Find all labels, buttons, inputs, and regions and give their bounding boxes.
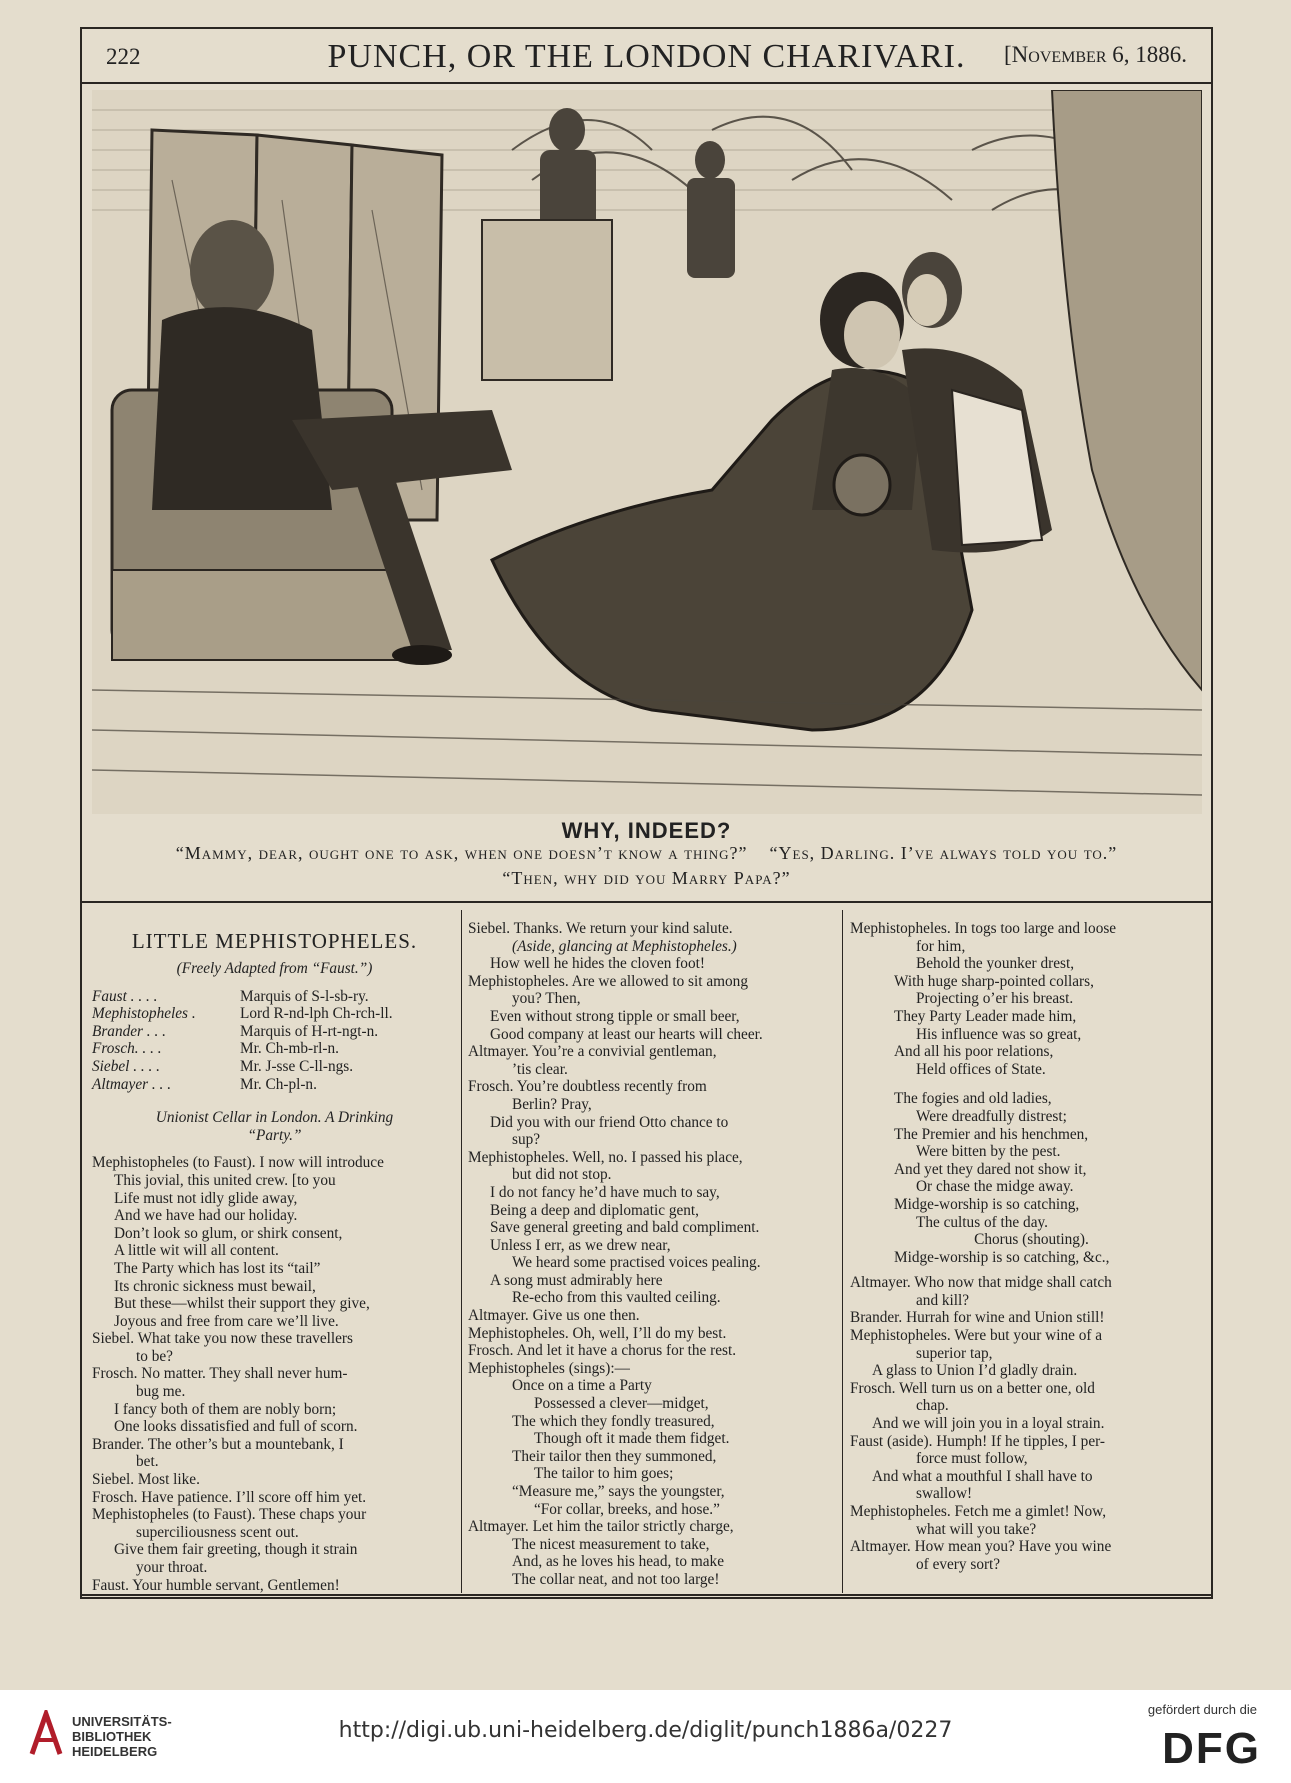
verse-line: They Party Leader made him, [894, 1007, 1077, 1025]
verse-line: for him, [916, 937, 966, 955]
verse-line: ’tis clear. [512, 1060, 568, 1078]
verse-line: Once on a time a Party [512, 1377, 652, 1395]
verse-line: chap. [916, 1397, 949, 1415]
verse-line: The fogies and old ladies, [894, 1090, 1052, 1108]
verse-line: to be? [136, 1347, 173, 1365]
verse-line: Midge-worship is so catching, [894, 1195, 1080, 1213]
verse-line: and kill? [916, 1291, 970, 1309]
verse-line: superciliousness scent out. [136, 1523, 299, 1541]
cartoon-illustration [92, 90, 1202, 814]
verse-line: I do not fancy he’d have much to say, [490, 1183, 720, 1201]
verse-line: And we will join you in a loyal strain. [872, 1415, 1105, 1433]
verse-line: you? Then, [512, 990, 581, 1008]
cast-list [92, 988, 457, 1094]
verse-line: Save general greeting and bald compliment. [490, 1219, 760, 1237]
verse-line: Re-echo from this vaulted ceiling. [512, 1289, 721, 1307]
verse-line: The Premier and his henchmen, [894, 1125, 1089, 1143]
verse-line: Altmayer. You’re a convivial gentleman, [468, 1043, 717, 1061]
article-column-1 [92, 918, 457, 1594]
verse-line: Altmayer. Let him the tailor strictly charge, [468, 1518, 734, 1536]
verse-line: Did you with our friend Otto chance to [490, 1113, 729, 1131]
verse-line: “For collar, breeks, and hose.” [534, 1500, 720, 1518]
verse-line: Siebel. Thanks. We return your kind salute. [468, 920, 733, 937]
verse-line: Siebel. What take you now these travellers [92, 1330, 353, 1348]
verse-line: The which they fondly treasured, [512, 1412, 715, 1430]
verse-line: Altmayer. How mean you? Have you wine [850, 1538, 1112, 1556]
cast-entry: Mephistopheles . Lord R-nd-lph Ch-rch-ll. [92, 1005, 393, 1023]
verse-line: your throat. [136, 1559, 208, 1576]
verse-line: A little wit will all content. [114, 1242, 279, 1260]
verse-line: sup? [512, 1131, 541, 1149]
institution-name: UNIVERSITÄTS- [72, 1714, 172, 1729]
verse-line: Midge-worship is so catching, &c., [894, 1248, 1110, 1266]
article-column-3 [850, 920, 1213, 1573]
verse-line: Or chase the midge away. [916, 1178, 1074, 1196]
verse-line: Brander. The other’s but a mountebank, I [92, 1435, 344, 1453]
verse-line: Mephistopheles. Are we allowed to sit among [468, 972, 748, 990]
verse-line: Being a deep and diplomatic gent, [490, 1201, 699, 1219]
verse-line: Were bitten by the pest. [916, 1143, 1061, 1161]
verse-line: force must follow, [916, 1450, 1028, 1468]
cartoon-caption-line1: “Mammy, dear, ought one to ask, when one doesn’t know a thing?” “Yes, Darling. I’ve always told you to.” [175, 843, 1118, 863]
verse-line: (Aside, glancing at Mephistopheles.) [512, 937, 737, 955]
verse-line: One looks dissatisfied and full of scorn. [114, 1418, 358, 1436]
verse-line: Mephistopheles. In togs too large and loose [850, 920, 1117, 937]
verse-line: Siebel. Most like. [92, 1471, 200, 1489]
column-rule-1 [461, 910, 462, 1593]
verse-line: Mephistopheles (to Faust). These chaps your [92, 1506, 367, 1524]
header-rule [80, 82, 1213, 84]
verse-line: Mephistopheles. Fetch me a gimlet! Now, [850, 1503, 1107, 1520]
verse-line: And we have had our holiday. [114, 1207, 298, 1225]
verse-line: The nicest measurement to take, [512, 1535, 710, 1553]
verse-line: We heard some practised voices pealing. [512, 1254, 761, 1272]
verse-line: The collar neat, and not too large! [512, 1570, 720, 1588]
verse-line: Frosch. Have patience. I’ll score off him yet. [92, 1488, 367, 1506]
verse-line: but did not stop. [512, 1166, 612, 1184]
scene-heading-2: “Party.” [247, 1126, 302, 1144]
verse-line: Mephistopheles. Well, no. I passed his place, [468, 1148, 743, 1166]
verse-line: swallow! [916, 1485, 973, 1503]
bottom-rule [80, 1594, 1213, 1596]
verse-line: And what a mouthful I shall have to [872, 1467, 1093, 1485]
verse-line: Altmayer. Give us one then. [468, 1307, 640, 1325]
verse-line: Behold the younker drest, [916, 955, 1075, 973]
verse-line: The Party which has lost its “tail” [114, 1259, 321, 1277]
institution-name: BIBLIOTHEK [72, 1729, 152, 1744]
verse-line: The tailor to him goes; [534, 1465, 674, 1483]
article-subtitle: (Freely Adapted from “Faust.”) [176, 960, 373, 977]
chorus-heading: Chorus (shouting). [974, 1231, 1089, 1249]
scene-heading: Unionist Cellar in London. A Drinking [155, 1109, 394, 1127]
verse-line: Mephistopheles. Oh, well, I’ll do my best. [468, 1324, 727, 1342]
cartoon-caption-line2: “Then, why did you Marry Papa?” [502, 868, 791, 888]
verse-line: Mephistopheles. Were but your wine of a [850, 1327, 1103, 1345]
cast-entry: Altmayer . . . Mr. Ch-pl-n. [92, 1075, 317, 1093]
verse-line: Don’t look so glum, or shirk consent, [114, 1224, 343, 1242]
cast-entry: Brander . . . Marquis of H-rt-ngt-n. [92, 1022, 379, 1040]
verse-line: Frosch. Well turn us on a better one, old [850, 1379, 1095, 1397]
verse-line: Mephistopheles (sings):— [468, 1359, 630, 1377]
cast-entry: Faust . . . . Marquis of S-l-sb-ry. [92, 987, 369, 1005]
issue-date: [November 6, 1886. [1004, 42, 1187, 67]
digitization-footer [0, 1690, 1291, 1783]
page-header [80, 32, 1213, 82]
verse-line: The cultus of the day. [916, 1213, 1048, 1231]
verse-line: A glass to Union I’d gladly drain. [872, 1362, 1078, 1380]
cartoon-title: WHY, INDEED? [561, 818, 732, 843]
verse-line: superior tap, [916, 1344, 993, 1362]
article-column-2 [468, 920, 835, 1589]
verse-line: Give them fair greeting, though it strain [114, 1541, 358, 1559]
article-title: LITTLE MEPHISTOPHELES. [131, 929, 418, 953]
verse-line: But these—whilst their support they give, [114, 1295, 370, 1313]
cast-entry: Siebel . . . . Mr. J-sse C-ll-ngs. [92, 1057, 354, 1075]
cast-entry: Frosch. . . . Mr. Ch-mb-rl-n. [92, 1040, 339, 1058]
verse-line: of every sort? [916, 1555, 1001, 1573]
page-number: 222 [106, 44, 141, 69]
verse-line: Good company at least our hearts will cheer. [490, 1025, 763, 1043]
verse-line: Frosch. You’re doubtless recently from [468, 1078, 707, 1096]
magazine-title: PUNCH, OR THE LONDON CHARIVARI. [327, 38, 966, 75]
verse-line: His influence was so great, [916, 1025, 1082, 1043]
verse-line: Frosch. No matter. They shall never hum- [92, 1365, 348, 1383]
verse-line: Held offices of State. [916, 1060, 1046, 1078]
verse-line: Mephistopheles (to Faust). I now will introduce [92, 1154, 384, 1172]
verse-line: Faust. Your humble servant, Gentlemen! [92, 1576, 340, 1594]
section-rule [80, 901, 1213, 903]
verse-line: I fancy both of them are nobly born; [114, 1400, 337, 1418]
verse-line: what will you take? [916, 1520, 1037, 1538]
verse-line: And, as he loves his head, to make [512, 1553, 724, 1571]
verse-line: Altmayer. Who now that midge shall catch [850, 1274, 1112, 1292]
verse-line: bug me. [136, 1383, 186, 1401]
verse-line: Their tailor then they summoned, [512, 1447, 717, 1465]
verse-line: Projecting o’er his breast. [916, 990, 1074, 1008]
verse-line: Berlin? Pray, [512, 1095, 592, 1113]
verse-line: And yet they dared not show it, [894, 1160, 1087, 1178]
verse-line: Brander. Hurrah for wine and Union still! [850, 1309, 1105, 1327]
column-rule-2 [842, 910, 843, 1593]
institution-name: HEIDELBERG [72, 1744, 158, 1759]
verse-line: And all his poor relations, [894, 1043, 1054, 1061]
dfg-logo: DFG [1162, 1724, 1261, 1773]
verse-line: “Measure me,” says the youngster, [512, 1483, 725, 1500]
verse-line: A song must admirably here [490, 1271, 663, 1289]
verse-line: Were dreadfully distrest; [916, 1107, 1067, 1125]
verse-line: Faust (aside). Humph! If he tipples, I per- [850, 1432, 1105, 1450]
verse-line: Even without strong tipple or small beer, [490, 1007, 740, 1025]
verse-line: Unless I err, as we drew near, [490, 1236, 671, 1254]
verse-line: How well he hides the cloven foot! [490, 955, 705, 973]
verse-line: Though oft it made them fidget. [534, 1430, 730, 1448]
verse-line: Frosch. And let it have a chorus for the rest. [468, 1342, 737, 1360]
verse-line: Its chronic sickness must bewail, [114, 1277, 316, 1295]
funding-note: gefördert durch die [1147, 1702, 1257, 1717]
verse-line: Joyous and free from care we’ll live. [114, 1312, 339, 1330]
verse-line: Possessed a clever—midget, [534, 1395, 709, 1413]
verse-line: bet. [136, 1453, 159, 1471]
verse-line: Life must not idly glide away, [114, 1189, 298, 1207]
verse-line: With huge sharp-pointed collars, [894, 972, 1094, 990]
permalink-url[interactable]: http://digi.ub.uni-heidelberg.de/diglit/punch1886a/0227 [338, 1718, 953, 1743]
verse-line: This jovial, this united crew. [to you [114, 1171, 336, 1189]
